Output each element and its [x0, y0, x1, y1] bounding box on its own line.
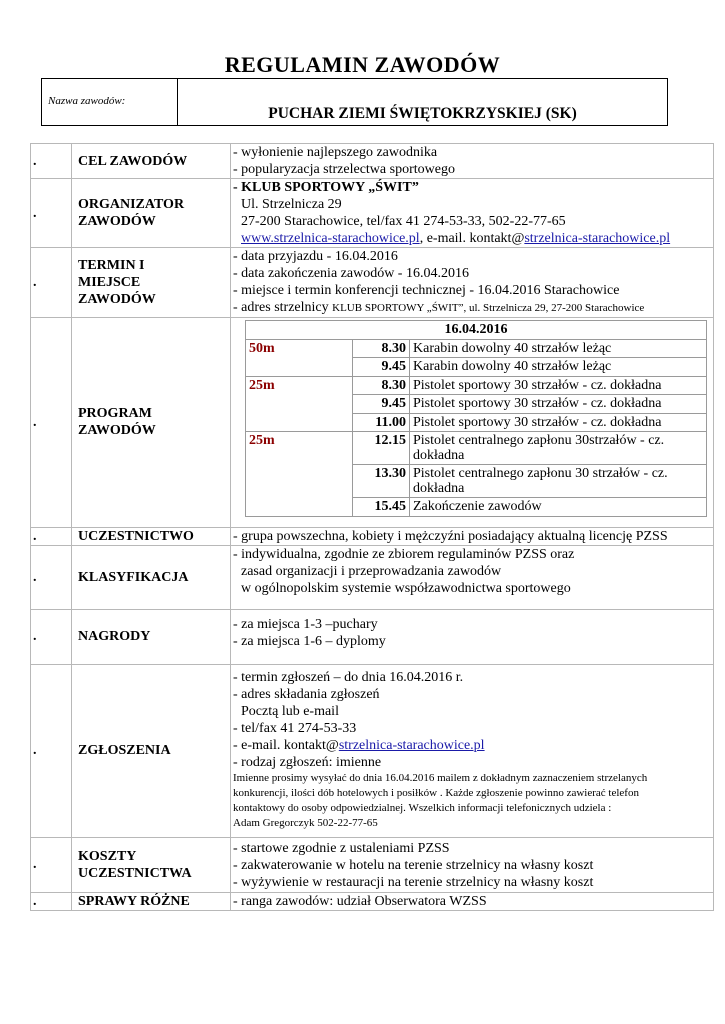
row-nagrody	[31, 609, 714, 664]
schedule-time: 9.45	[353, 395, 410, 414]
schedule-distance: 50m	[246, 339, 353, 358]
row-bullet: .	[31, 545, 72, 609]
section-content-organizator	[231, 179, 714, 248]
conference-info: - miejsce i termin konferencji technicznej - 16.04.2016 Starachowice	[233, 283, 620, 298]
row-zgloszenia	[31, 664, 714, 837]
schedule-row	[246, 465, 707, 498]
note-line: konkurencji, ilości dób hotelowych i posiłków . Każde zgłoszenie powinno zawierać telefon	[233, 786, 639, 799]
submission-kind: - rodzaj zgłoszeń: imienne	[233, 754, 382, 770]
address-value: KLUB SPORTOWY „ŚWIT”, ul. Strzelnicza 29, 27-200 Starachowice	[332, 302, 645, 314]
program-schedule-table	[245, 320, 707, 517]
rules-table	[30, 143, 714, 911]
schedule-date: 16.04.2016	[246, 321, 707, 340]
section-content-cel	[231, 144, 714, 179]
section-title-program	[72, 318, 231, 528]
note-line: Imienne prosimy wysyłać do dnia 16.04.2016 mailem z dokładnym zaznaczeniem strzelanych	[233, 771, 648, 784]
address-label: - adres strzelnicy	[233, 300, 329, 315]
section-title-klasyfikacja: KLASYFIKACJA	[72, 545, 231, 609]
schedule-time: 13.30	[353, 465, 410, 498]
content-line: w ogólnopolskim systemie współzawodnictwa sportowego	[241, 580, 571, 596]
website-link[interactable]: www.strzelnica-starachowice.pl	[241, 231, 420, 246]
deadline: - termin zgłoszeń – do dnia 16.04.2016 r.	[233, 669, 464, 685]
section-title-sprawy: SPRAWY RÓŻNE	[72, 892, 231, 910]
schedule-distance	[246, 413, 353, 432]
email-prefix: , e-mail. kontakt@	[419, 231, 525, 246]
section-title-zgloszenia: ZGŁOSZENIA	[72, 664, 231, 837]
schedule-distance: 25m	[246, 432, 353, 465]
section-content-termin	[231, 248, 714, 318]
content-line: - popularyzacja strzelectwa sportowego	[233, 162, 455, 177]
content-line: - za miejsca 1-3 –puchary	[233, 616, 378, 632]
content-line: - za miejsca 1-6 – dyplomy	[233, 633, 386, 649]
schedule-event: Pistolet sportowy 30 strzałów - cz. dokładna	[410, 395, 707, 414]
section-content-zgloszenia	[231, 664, 714, 837]
club-city: 27-200 Starachowice, tel/fax 41 274-53-33, 502-22-77-65	[241, 214, 566, 229]
row-organizator	[31, 179, 714, 248]
schedule-event: Zakończenie zawodów	[410, 498, 707, 517]
schedule-event: Karabin dowolny 40 strzałów leżąc	[410, 358, 707, 377]
schedule-time: 11.00	[353, 413, 410, 432]
section-title-koszty	[72, 837, 231, 892]
schedule-time: 8.30	[353, 339, 410, 358]
submission-note	[233, 771, 713, 831]
club-name: - KLUB SPORTOWY „ŚWIT”	[233, 180, 419, 195]
row-bullet: .	[31, 664, 72, 837]
title-line: UCZESTNICTWA	[78, 865, 192, 881]
row-uczestnictwo	[31, 527, 714, 545]
section-content-program	[231, 318, 714, 528]
arrival-date: - data przyjazdu - 16.04.2016	[233, 249, 398, 264]
competition-name-label: Nazwa zawodów:	[42, 79, 178, 125]
submission-method: Pocztą lub e-mail	[241, 703, 339, 719]
schedule-row	[246, 358, 707, 377]
email-domain-link[interactable]: strzelnica-starachowice.pl	[338, 737, 485, 753]
schedule-time: 9.45	[353, 358, 410, 377]
schedule-row	[246, 395, 707, 414]
schedule-distance	[246, 498, 353, 517]
content-line: - zakwaterowanie w hotelu na terenie strzelnicy na własny koszt	[233, 857, 594, 873]
schedule-time: 15.45	[353, 498, 410, 517]
schedule-row	[246, 339, 707, 358]
content-line: - indywidualna, zgodnie ze zbiorem regulaminów PZSS oraz	[233, 546, 575, 562]
schedule-event: Pistolet sportowy 30 strzałów - cz. dokładna	[410, 376, 707, 395]
schedule-event: Karabin dowolny 40 strzałów leżąc	[410, 339, 707, 358]
schedule-row	[246, 432, 707, 465]
schedule-distance	[246, 358, 353, 377]
title-line: KOSZTY	[78, 848, 137, 864]
schedule-distance	[246, 465, 353, 498]
section-content-klasyfikacja	[231, 545, 714, 609]
row-bullet: .	[31, 837, 72, 892]
content-line: - startowe zgodnie z ustaleniami PZSS	[233, 840, 450, 856]
content-line: - wyżywienie w restauracji na terenie strzelnicy na własny koszt	[233, 874, 594, 890]
section-title-uczestnictwo: UCZESTNICTWO	[72, 527, 231, 545]
title-line: TERMIN I	[78, 258, 145, 273]
row-cel	[31, 144, 714, 179]
title-line: PROGRAM	[78, 406, 152, 422]
end-date: - data zakończenia zawodów - 16.04.2016	[233, 266, 469, 281]
section-title-cel: CEL ZAWODÓW	[72, 144, 231, 179]
row-bullet: .	[31, 144, 72, 179]
document-title: REGULAMIN ZAWODÓW	[224, 52, 501, 77]
row-bullet: .	[31, 609, 72, 664]
club-street: Ul. Strzelnicza 29	[241, 197, 342, 212]
submission-address: - adres składania zgłoszeń	[233, 686, 380, 702]
content-line: - wyłonienie najlepszego zawodnika	[233, 145, 438, 160]
row-koszty	[31, 837, 714, 892]
competition-name: PUCHAR ZIEMI ŚWIĘTOKRZYSKIEJ (SK)	[268, 105, 577, 122]
row-bullet: .	[31, 318, 72, 528]
row-bullet: .	[31, 892, 72, 910]
row-program	[31, 318, 714, 528]
schedule-event: Pistolet centralnego zapłonu 30 strzałów - cz. dokładna	[410, 465, 707, 498]
title-line: ZAWODÓW	[78, 292, 156, 307]
section-title-organizator	[72, 179, 231, 248]
schedule-row	[246, 413, 707, 432]
section-content-uczestnictwo: - grupa powszechna, kobiety i mężczyźni posiadający aktualną licencję PZSS	[231, 527, 714, 545]
schedule-event: Pistolet sportowy 30 strzałów - cz. dokładna	[410, 413, 707, 432]
section-title-nagrody: NAGRODY	[72, 609, 231, 664]
section-content-sprawy: - ranga zawodów: udział Obserwatora WZSS	[231, 892, 714, 910]
title-line: ZAWODÓW	[78, 423, 156, 439]
row-klasyfikacja	[31, 545, 714, 609]
note-line: kontaktowy do osoby odpowiedzialnej. Wszelkich informacji telefonicznych udziela :	[233, 801, 612, 814]
content-line: zasad organizacji i przeprowadzania zawodów	[241, 563, 502, 579]
title-line: MIEJSCE	[78, 275, 141, 290]
section-content-koszty	[231, 837, 714, 892]
title-line: ZAWODÓW	[78, 214, 156, 229]
email-domain-link[interactable]: strzelnica-starachowice.pl	[524, 231, 671, 246]
schedule-time: 12.15	[353, 432, 410, 465]
schedule-distance	[246, 395, 353, 414]
schedule-event: Pistolet centralnego zapłonu 30strzałów - cz. dokładna	[410, 432, 707, 465]
row-bullet: .	[31, 527, 72, 545]
schedule-distance: 25m	[246, 376, 353, 395]
note-line: Adam Gregorczyk 502-22-77-65	[233, 816, 378, 829]
schedule-row	[246, 498, 707, 517]
section-title-termin	[72, 248, 231, 318]
title-line: ORGANIZATOR	[78, 197, 185, 212]
row-bullet: .	[31, 179, 72, 248]
row-sprawy	[31, 892, 714, 910]
row-bullet: .	[31, 248, 72, 318]
submission-phone: - tel/fax 41 274-53-33	[233, 720, 357, 736]
row-termin	[31, 248, 714, 318]
section-content-nagrody	[231, 609, 714, 664]
schedule-header	[246, 321, 707, 340]
email-prefix: - e-mail. kontakt@	[233, 737, 339, 753]
competition-name-box	[41, 78, 668, 126]
schedule-time: 8.30	[353, 376, 410, 395]
schedule-row	[246, 376, 707, 395]
